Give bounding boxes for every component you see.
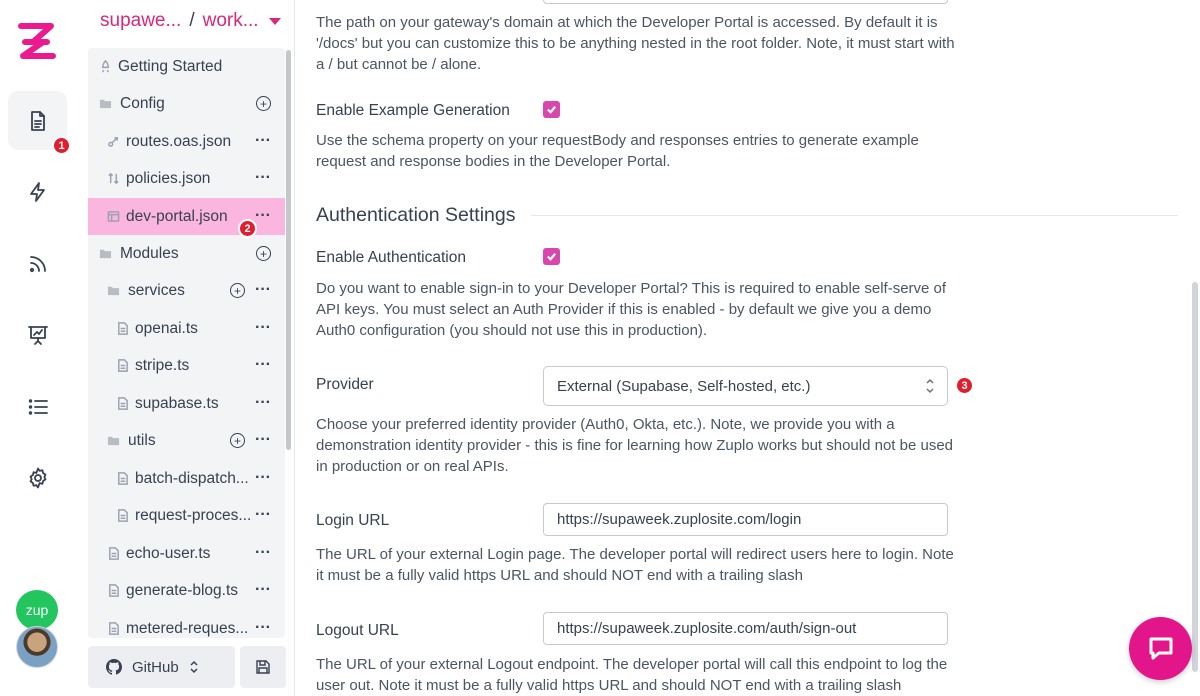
more-options-icon[interactable]: ··· — [255, 581, 271, 598]
tree-item-label: dev-portal.json — [126, 207, 228, 225]
github-label: GitHub — [132, 658, 179, 676]
more-options-icon[interactable]: ··· — [255, 469, 271, 486]
file-tree-panel — [76, 0, 294, 696]
more-options-icon[interactable]: ··· — [255, 207, 271, 224]
more-options-icon[interactable]: ··· — [255, 281, 271, 298]
file-tree — [88, 48, 285, 638]
tree-folder-services[interactable] — [88, 272, 285, 309]
docs-path-field[interactable] — [543, 0, 948, 4]
project-name: work... — [202, 10, 259, 31]
add-file-services-icon[interactable]: + — [230, 283, 245, 298]
tree-item-label: utils — [128, 431, 156, 449]
document-icon — [26, 109, 50, 133]
file-icon — [115, 472, 129, 486]
settings-nav-button[interactable] — [8, 448, 67, 507]
auth-section-title-text: Authentication Settings — [316, 204, 516, 226]
more-options-icon[interactable]: ··· — [255, 319, 271, 336]
folder-icon — [98, 247, 112, 261]
github-button[interactable] — [88, 646, 235, 688]
file-icon — [106, 584, 120, 598]
rocket-icon — [98, 60, 112, 74]
tree-item-request-processor[interactable] — [88, 497, 285, 534]
zuplo-logo-icon[interactable] — [15, 20, 59, 60]
rss-icon — [26, 252, 50, 276]
project-separator: / — [189, 10, 195, 31]
file-tree-scrollbar[interactable] — [286, 50, 291, 450]
more-options-icon[interactable]: ··· — [255, 132, 271, 149]
save-button[interactable] — [240, 646, 286, 688]
path-description: The path on your gateway's domain at which the Developer Portal is accessed. By default it is '/docs' but you can customize this to be anything nested in the root folder. Note, it must start with a / but cannot be / alone. — [316, 14, 955, 73]
chevron-up-down-icon — [925, 376, 935, 396]
tests-nav-button[interactable] — [8, 162, 67, 221]
more-options-icon[interactable]: ··· — [255, 394, 271, 411]
gear-icon — [26, 466, 50, 490]
example-generation-description: Use the schema property on your requestBody and responses entries to generate example request and response bodies in the Developer Portal. — [316, 132, 919, 170]
tree-item-routes[interactable] — [88, 123, 285, 160]
more-options-icon[interactable]: ··· — [255, 169, 271, 186]
user-avatar[interactable] — [16, 626, 58, 668]
login-url-label: Login URL — [316, 512, 390, 529]
tree-item-label: stripe.ts — [135, 356, 190, 374]
file-icon — [106, 622, 120, 636]
tree-item-label: request-proces... — [135, 506, 252, 524]
tree-item-label: Getting Started — [118, 57, 223, 75]
lightning-icon — [26, 180, 50, 204]
more-options-icon[interactable]: ··· — [255, 431, 271, 448]
provider-select-value: External (Supabase, Self-hosted, etc.) — [557, 377, 811, 395]
tree-folder-config[interactable] — [88, 85, 285, 122]
main-scrollbar[interactable] — [1192, 282, 1198, 672]
login-url-input[interactable]: https://supaweek.zuplosite.com/login — [543, 503, 948, 536]
add-file-config-icon[interactable]: + — [256, 96, 271, 111]
chevron-down-icon — [269, 18, 281, 25]
chat-bubble-icon — [1146, 634, 1176, 664]
panel-divider — [294, 0, 295, 696]
tree-item-label: metered-reques... — [126, 619, 249, 637]
tree-item-label: services — [128, 281, 185, 299]
left-rail — [0, 0, 76, 696]
more-options-icon[interactable]: ··· — [255, 356, 271, 373]
tree-item-label: supabase.ts — [135, 394, 219, 412]
layout-icon — [106, 210, 120, 224]
step-badge-3: 3 — [955, 376, 974, 395]
step-badge-2: 2 — [238, 219, 257, 238]
file-icon — [115, 509, 129, 523]
dev-portal-settings — [296, 0, 1192, 696]
provider-label: Provider — [316, 376, 374, 393]
org-badge[interactable]: zup — [16, 590, 58, 630]
route-icon — [106, 135, 120, 149]
tree-item-metered-request[interactable] — [88, 610, 285, 638]
enable-auth-checkbox[interactable] — [543, 248, 560, 265]
tree-item-label: echo-user.ts — [126, 544, 211, 562]
add-file-utils-icon[interactable]: + — [230, 433, 245, 448]
tree-item-batch-dispatch[interactable] — [88, 460, 285, 497]
logout-url-description: The URL of your external Logout endpoint. The developer portal will call this endpoint to log the user out. Note it must be a fully valid https URL and should NOT end with a trailing slash — [316, 656, 948, 694]
tree-item-label: batch-dispatch... — [135, 469, 249, 487]
more-options-icon[interactable]: ··· — [255, 619, 271, 636]
tree-item-label: Modules — [120, 244, 179, 262]
tree-item-stripe[interactable] — [88, 347, 285, 384]
tree-item-generate-blog[interactable] — [88, 572, 285, 609]
enable-auth-description: Do you want to enable sign-in to your Developer Portal? This is required to enable self-serve of API keys. You must select an Auth Provider if this is enabled - by default we give you a demo Auth0 configuration (you should not use this in production). — [316, 280, 947, 339]
list-icon — [26, 395, 50, 419]
more-options-icon[interactable]: ··· — [255, 544, 271, 561]
file-icon — [115, 359, 129, 373]
tree-folder-utils[interactable] — [88, 422, 285, 459]
tree-item-label: routes.oas.json — [126, 132, 232, 150]
logout-url-input[interactable]: https://supaweek.zuplosite.com/auth/sign-out — [543, 612, 948, 645]
add-file-modules-icon[interactable]: + — [256, 246, 271, 261]
logout-url-label: Logout URL — [316, 622, 399, 639]
tree-item-label: openai.ts — [135, 319, 198, 337]
save-icon — [255, 659, 271, 675]
folder-icon — [106, 434, 120, 448]
file-icon — [106, 547, 120, 561]
tree-item-getting-started[interactable] — [88, 48, 285, 85]
tree-item-supabase[interactable] — [88, 385, 285, 422]
live-logs-nav-button[interactable] — [8, 234, 67, 293]
org-name: supawe... — [100, 10, 182, 31]
file-icon — [115, 397, 129, 411]
tree-item-label: generate-blog.ts — [126, 581, 239, 599]
tree-item-echo-user[interactable] — [88, 535, 285, 572]
tree-item-policies[interactable] — [88, 160, 285, 197]
more-options-icon[interactable]: ··· — [255, 506, 271, 523]
example-generation-checkbox[interactable] — [543, 101, 560, 118]
auth-section-title — [316, 204, 1178, 227]
project-switcher[interactable] — [100, 10, 281, 32]
analytics-nav-button[interactable] — [8, 305, 67, 364]
tree-item-label: Config — [120, 94, 165, 112]
presentation-chart-icon — [26, 323, 50, 347]
tree-folder-modules[interactable] — [88, 235, 285, 272]
tree-item-openai[interactable] — [88, 310, 285, 347]
folder-icon — [98, 97, 112, 111]
check-icon — [546, 251, 557, 262]
github-icon — [106, 659, 122, 675]
step-badge-1: 1 — [52, 136, 71, 155]
file-icon — [115, 322, 129, 336]
tree-item-dev-portal[interactable] — [88, 198, 285, 235]
provider-description: Choose your preferred identity provider (Auth0, Okta, etc.). Note, we provide you with a demonstration identity provider - this is fine for learning how Zuplo works but should not be used in production or on real APIs. — [316, 416, 954, 475]
example-generation-label: Enable Example Generation — [316, 102, 510, 119]
chevron-up-down-icon — [189, 660, 199, 674]
arrows-up-down-icon — [106, 172, 120, 186]
tree-item-label: policies.json — [126, 169, 211, 187]
folder-icon — [106, 284, 120, 298]
enable-auth-label: Enable Authentication — [316, 249, 466, 266]
login-url-description: The URL of your external Login page. The developer portal will redirect users here to login. Note it must be a fully valid https URL and should NOT end with a trailing slash — [316, 546, 954, 584]
chat-support-button[interactable] — [1129, 617, 1192, 680]
check-icon — [546, 104, 557, 115]
provider-select[interactable] — [543, 366, 948, 406]
list-nav-button[interactable] — [8, 377, 67, 436]
